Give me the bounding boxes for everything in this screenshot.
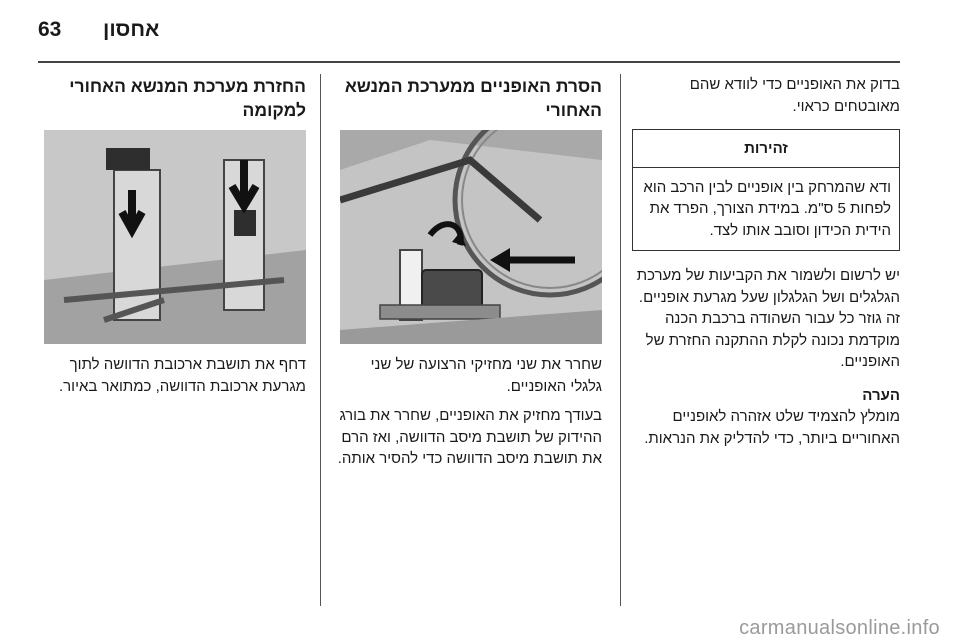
middle-column <box>336 74 602 478</box>
page-number: 63 <box>38 18 62 41</box>
column-divider-left <box>320 74 321 606</box>
header-rule <box>38 61 900 63</box>
right-column <box>632 74 900 457</box>
left-column <box>40 74 306 405</box>
return-step-1: דחף את תושבת ארכובת הדוושה לתוך מגרעת ארכובת הדוושה, כמתואר באיור. <box>59 356 306 395</box>
note-text: מומלץ להצמיד שלט אזהרה לאופניים האחוריים ביותר, כדי להדליק את הנראות. <box>644 408 900 447</box>
warning-title: זהירות <box>633 130 899 168</box>
watermark: carmanualsonline.info <box>739 617 940 639</box>
removal-step-2: בעודך מחזיק את האופניים, שחרר את בורג ההידוק של תושבת מיסב הדוושה, ואז הרם את תושבת מיסב הדוושה כדי להסיר אותה. <box>337 407 602 467</box>
removal-step-1: שחרר את שני מחזיקי הרצועה של שני גלגלי האופניים. <box>370 356 602 395</box>
body-paragraph: יש לרשום ולשמור את הקביעות של מערכת הגלגלים ושל הגלגלון שעל מגרעת אופניים. זה גוזר כל עבור השהודה ברכבת הכנה מוקדמת נכונה לקלת ההתקנה החזרת של האופניים. <box>636 267 900 370</box>
carrier-return-illustration <box>44 130 306 344</box>
warning-box <box>632 129 900 251</box>
bike-removal-illustration <box>340 130 602 344</box>
removal-heading: הסרת האופניים ממערכת המנשא האחורי <box>344 76 602 120</box>
intro-paragraph: בדוק את האופניים כדי לוודא שהם מאובטחים כראוי. <box>689 76 900 115</box>
note-title: הערה <box>862 386 900 404</box>
column-divider-right <box>620 74 621 606</box>
section-title: אחסון <box>103 18 160 41</box>
return-heading: החזרת מערכת המנשא האחורי למקומה <box>69 76 306 120</box>
warning-text: ודא שהמרחק בין אופניים לבין הרכב הוא לפחות 5 ס"מ. במידת הצורך, הפרד את הידית הכידון וסובב אותו לצד. <box>643 178 891 239</box>
